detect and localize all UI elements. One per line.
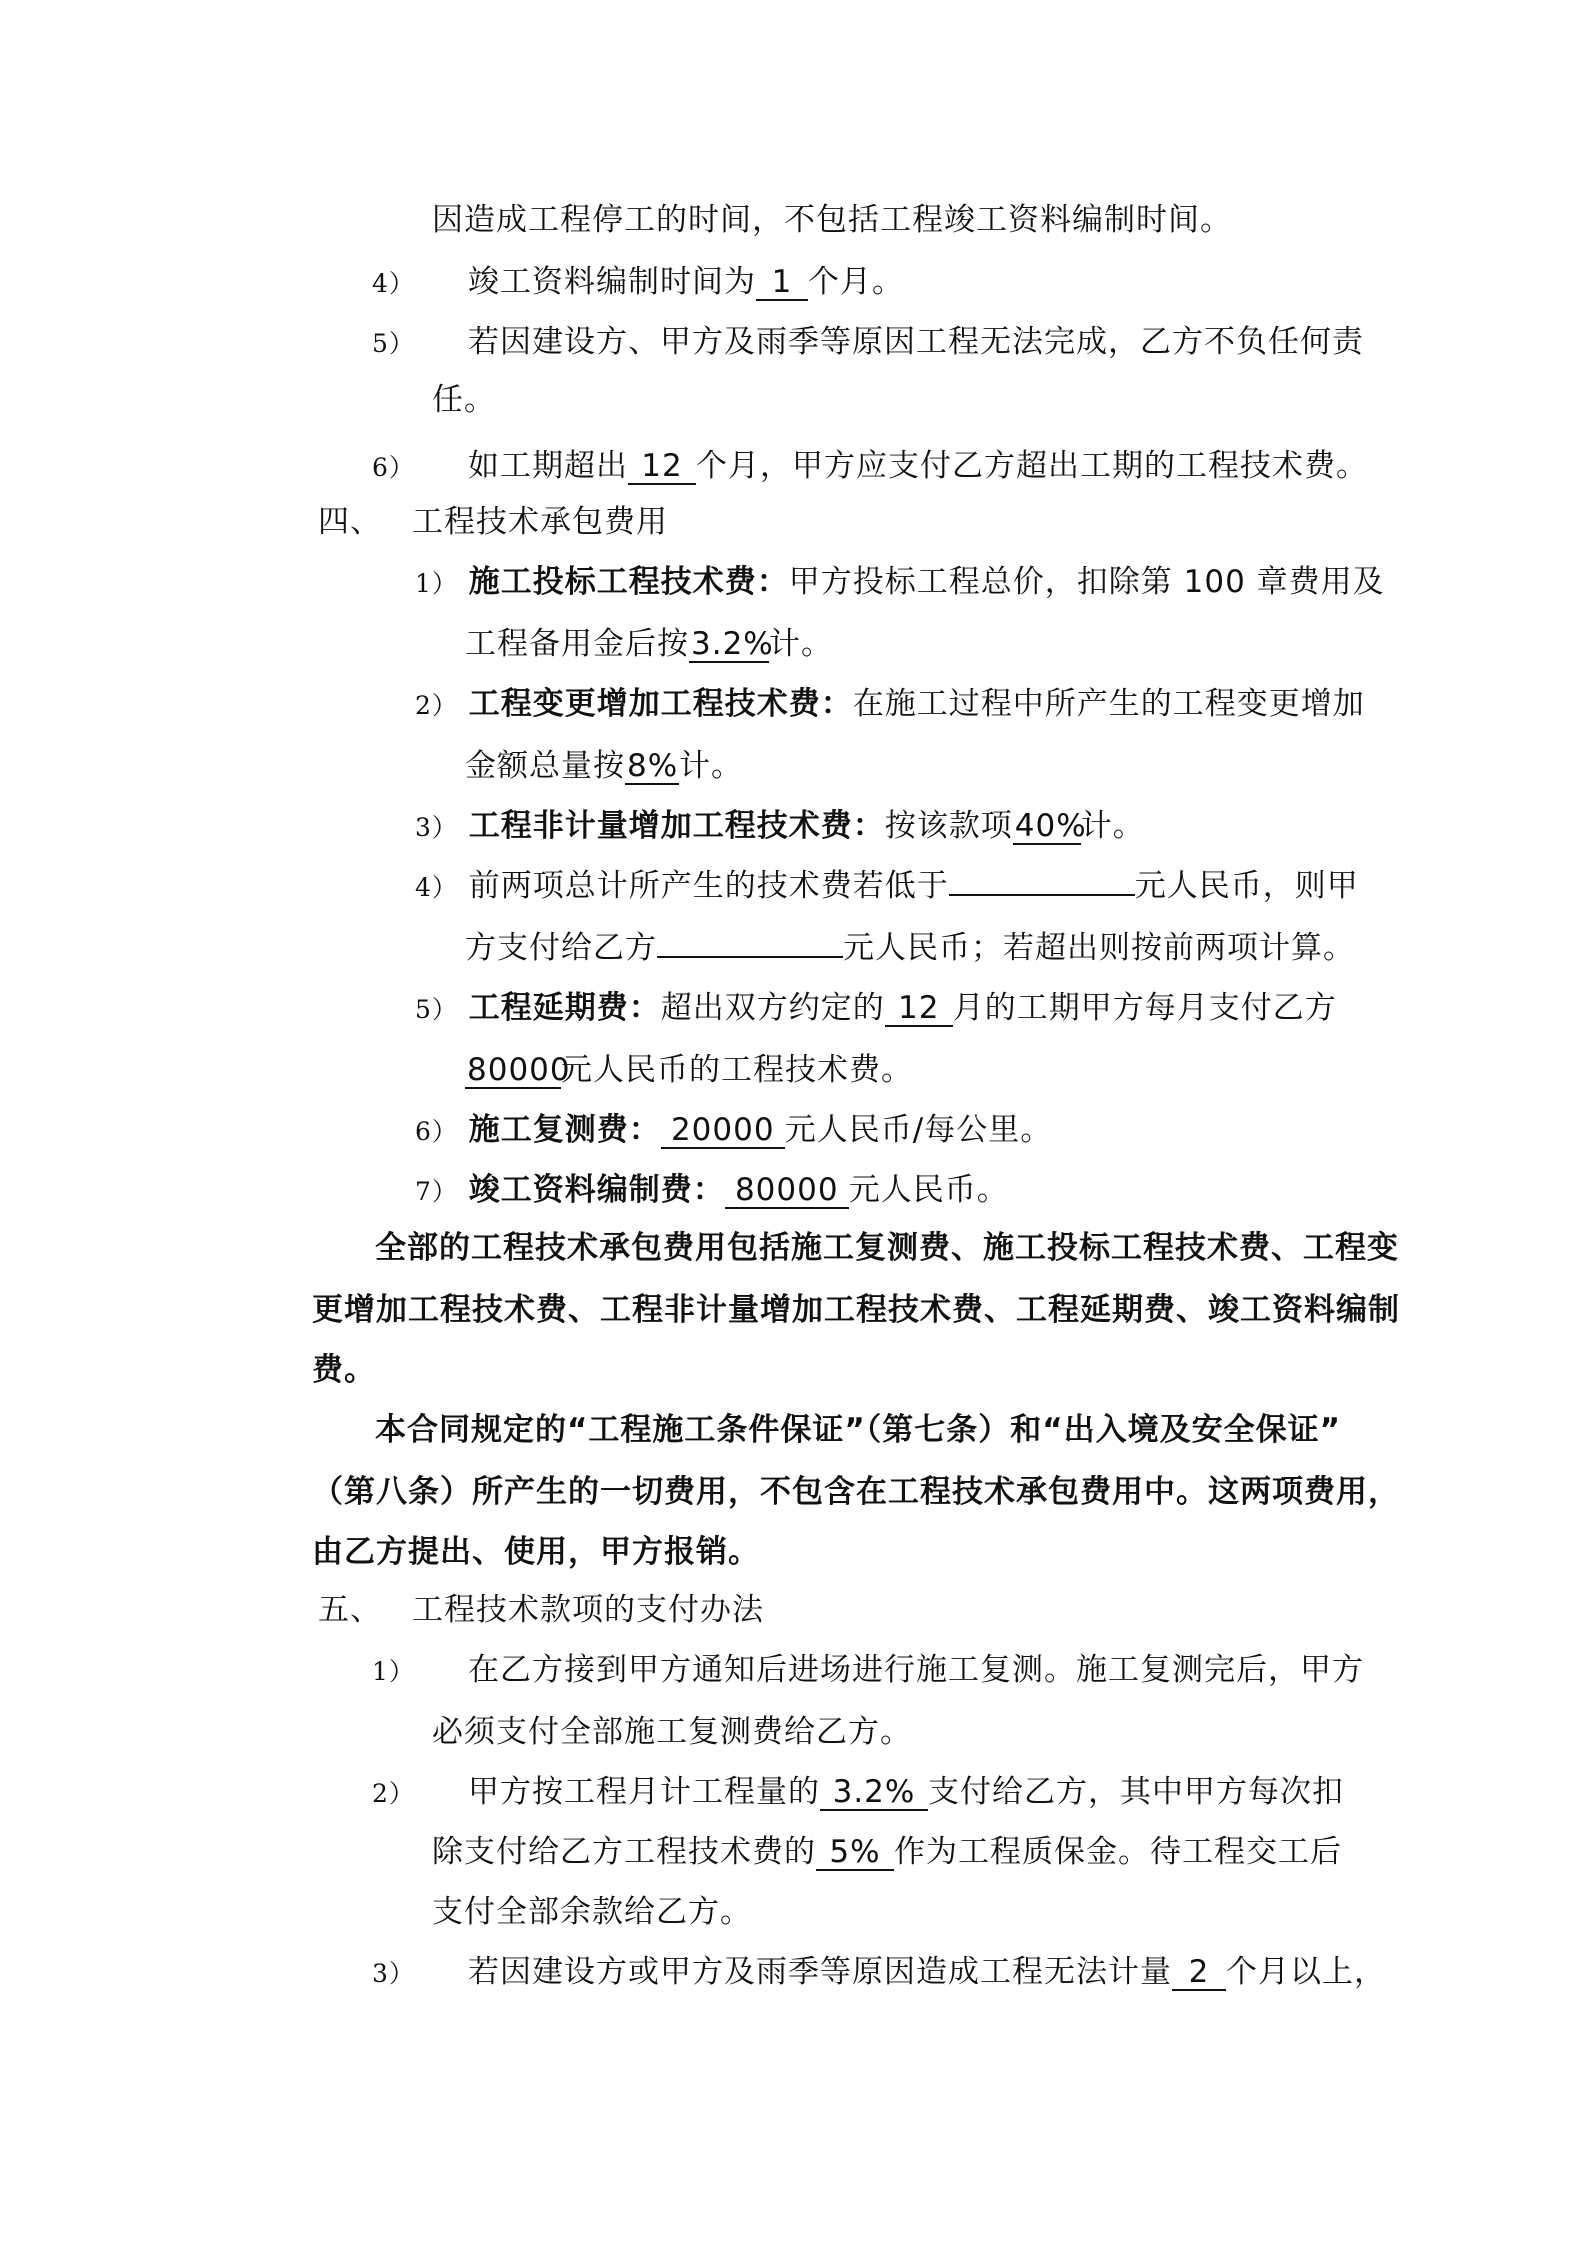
section-heading: 工程技术款项的支付办法 — [412, 1592, 764, 1628]
list-number: 4） — [372, 269, 415, 298]
list-number: 5） — [372, 329, 415, 358]
filled-blank: 80000 — [467, 1052, 571, 1088]
list-item-text: 7） 竣工资料编制费： 80000 元人民币。 — [415, 1172, 1009, 1208]
list-item-text: 3） 工程非计量增加工程技术费：按该款项40%计。 — [415, 808, 1145, 844]
list-number: 2） — [372, 1779, 415, 1808]
list-item-text: 如工期超出 12 个月，甲方应支付乙方超出工期的工程技术费。 — [468, 448, 1368, 484]
list-number: 3） — [372, 1959, 415, 1988]
paragraph-line: 由乙方提出、使用，甲方报销。 — [312, 1534, 760, 1570]
list-item-text: 5） 工程延期费：超出双方约定的 12 月的工期甲方每月支付乙方 — [415, 990, 1337, 1026]
paragraph-line: 全部的工程技术承包费用包括施工复测费、施工投标工程技术费、工程变 — [375, 1230, 1399, 1266]
filled-blank: 8% — [627, 748, 679, 784]
list-item-text: 支付全部余款给乙方。 — [432, 1894, 752, 1930]
paragraph-line: 本合同规定的“工程施工条件保证”（第七条）和“出入境及安全保证” — [375, 1412, 1341, 1448]
filled-blank: 3.2% — [691, 626, 774, 662]
filled-blank: 5% — [816, 1835, 894, 1871]
list-item-text: 1） 施工投标工程技术费：甲方投标工程总价，扣除第 100 章费用及 — [415, 564, 1385, 600]
list-item-text: 方支付给乙方 元人民币；若超出则按前两项计算。 — [465, 930, 1355, 966]
list-item-text: 6） 施工复测费： 20000 元人民币/每公里。 — [415, 1112, 1053, 1148]
section-heading-number: 五、 — [318, 1592, 382, 1628]
list-item-text: 竣工资料编制时间为 1 个月。 — [468, 264, 904, 300]
list-item-text: 必须支付全部施工复测费给乙方。 — [432, 1714, 912, 1750]
paragraph-line: 因造成工程停工的时间，不包括工程竣工资料编制时间。 — [432, 202, 1232, 238]
list-item-text: 甲方按工程月计工程量的 3.2% 支付给乙方，其中甲方每次扣 — [468, 1774, 1344, 1810]
filled-blank: 1 — [756, 265, 808, 301]
list-number: 1） — [372, 1657, 415, 1686]
filled-blank: 20000 — [661, 1113, 785, 1149]
list-item-text: 金额总量按8%计。 — [465, 748, 743, 784]
filled-blank: 40% — [1014, 808, 1087, 844]
paragraph-line: （第八条）所产生的一切费用，不包含在工程技术承包费用中。这两项费用， — [312, 1474, 1400, 1510]
list-item-text: 在乙方接到甲方通知后进场进行施工复测。施工复测完后，甲方 — [468, 1652, 1364, 1688]
filled-blank: 3.2% — [820, 1775, 928, 1811]
empty-blank — [949, 894, 1135, 896]
list-item-text: 4） 前两项总计所产生的技术费若低于 元人民币，则甲 — [415, 868, 1359, 904]
section-heading: 工程技术承包费用 — [412, 504, 668, 540]
list-item-text: 工程备用金后按3.2%计。 — [465, 626, 833, 662]
paragraph-line: 更增加工程技术费、工程非计量增加工程技术费、工程延期费、竣工资料编制 — [312, 1292, 1400, 1328]
list-item-text: 任。 — [432, 382, 496, 418]
empty-blank — [657, 956, 843, 958]
list-item-text: 2） 工程变更增加工程技术费：在施工过程中所产生的工程变更增加 — [415, 686, 1365, 722]
list-number: 6） — [372, 453, 415, 482]
filled-blank: 12 — [885, 991, 953, 1027]
section-heading-number: 四、 — [318, 504, 382, 540]
list-item-text: 若因建设方、甲方及雨季等原因工程无法完成，乙方不负任何责 — [468, 324, 1364, 360]
list-item-text: 除支付给乙方工程技术费的 5% 作为工程质保金。待工程交工后 — [432, 1834, 1342, 1870]
filled-blank: 80000 — [725, 1173, 849, 1209]
filled-blank: 2 — [1172, 1955, 1226, 1991]
filled-blank: 12 — [628, 449, 696, 485]
paragraph-line: 费。 — [312, 1352, 376, 1388]
list-item-text: 80000元人民币的工程技术费。 — [467, 1052, 913, 1088]
list-item-text: 若因建设方或甲方及雨季等原因造成工程无法计量 2 个月以上， — [468, 1954, 1386, 1990]
